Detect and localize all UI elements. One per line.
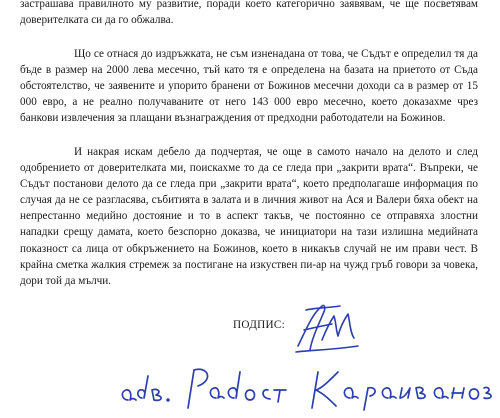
paragraph-2: Що се отнася до издръжката, не съм изненадана от това, че Съдът е определил тя да бъде в размер на 2000 лева месечно, тъй като тя е определена на базата на приетото от Съда обстоятелство, че заявените и упорито бранени от Божинов месечни доходи са в размер от 15 000 евро, а не реално получаваните от него 143 000 евро месечно, което доказахме чрез банкови извлечения за плащани възнаграждения от предходни работодатели на Божинов. [20,48,478,125]
handwritten-name [118,358,498,418]
paragraph-3: И накрая искам дебело да подчертая, че още в самото начало на делото и след одобрението от доверителката ми, поискахме то да се гледа при „закрити врата“. Въпреки, че Съдът постанови делото да се гледа при „закрити врата“, което предполагаше информация по случая да не се разгласява, събитията в залата и в личния живот на Ася и Валери бяха обект на непрестанно медийно достояние и то в аспект такъв, че постоянно се отправяха злостни нападки срещу дамата, което безспорно доказва, че инициатори на тази излишна медийната показност са лица от обкръжението на Божинов, което в никакъв случай не им прави чест. В крайна сметка жалкия стремеж за постигане на изкуствен пи-ар на чужд гръб говори за човека, дори той да мълчи. [20,146,478,287]
signature-label: ПОДПИС: [233,319,286,331]
paragraph-1: застрашава правилното му развитие, поради което категорично заявявам, че ще посветявам доверителката си да го обжалва. [20,0,478,27]
signature-mark [292,300,364,356]
